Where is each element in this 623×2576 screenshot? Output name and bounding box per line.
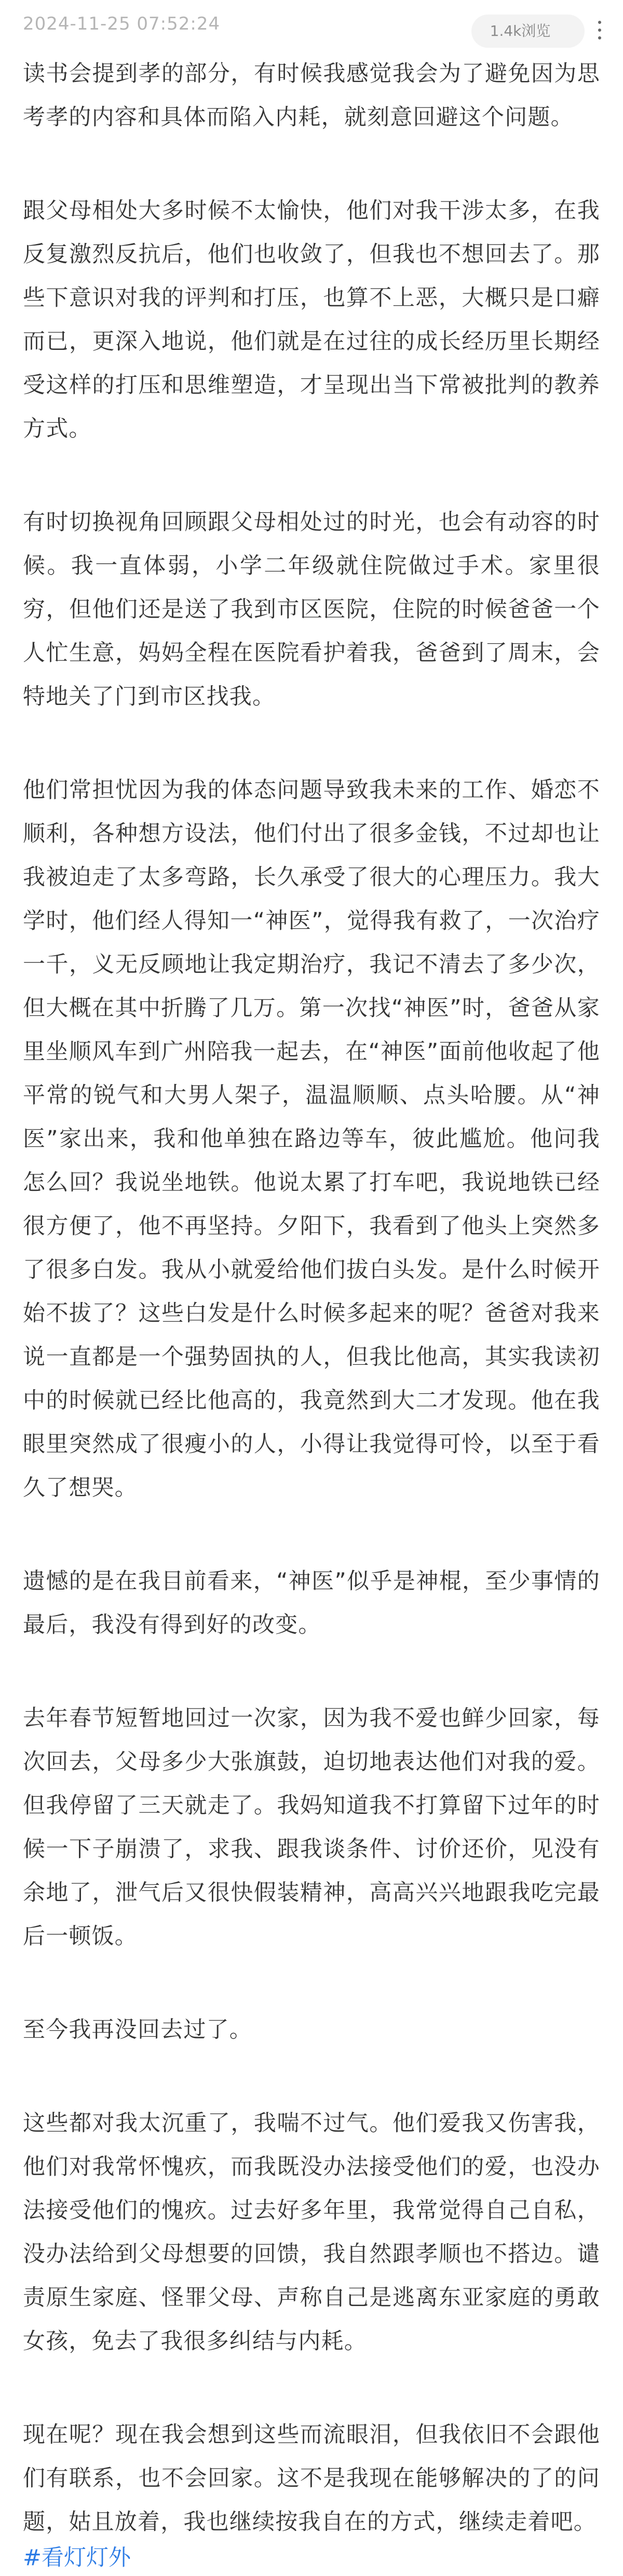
view-count-badge: 1.4k浏览 — [471, 15, 585, 48]
paragraph: 现在呢？现在我会想到这些而流眼泪，但我依旧不会跟他们有联系，也不会回家。这不是我现在能够解决的了的问题，姑且放着，我也继续按我自在的方式，继续走着吧。 — [23, 2422, 600, 2535]
post-header — [0, 0, 623, 52]
paragraph: 遗憾的是在我目前看来，“神医”似乎是神棍，至少事情的最后，我没有得到好的改变。 — [23, 1568, 600, 1638]
article-body — [0, 52, 623, 2544]
hashtag-link[interactable]: #看灯灯外 — [23, 2545, 131, 2571]
paragraph: 他们常担忧因为我的体态问题导致我未来的工作、婚恋不顺利，各种想方设法，他们付出了很多金钱，不过却也让我被迫走了太多弯路，长久承受了很大的心理压力。我大学时，他们经人得知一“神医”，觉得我有救了，一次治疗一千，义无反顾地让我定期治疗，我记不清去了多少次，但大概在其中折腾了几万。第一次找“神医”时，爸爸从家里坐顺风车到广州陪我一起去，在“神医”面前他收起了他平常的锐气和大男人架子，温温顺顺、点头哈腰。从“神医”家出来，我和他单独在路边等车，彼此尴尬。他问我怎么回？我说坐地铁。他说太累了打车吧，我说地铁已经很方便了，他不再坚持。夕阳下，我看到了他头上突然多了很多白发。我从小就爱给他们拔白头发。是什么时候开始不拔了？这些白发是什么时候多起来的呢？爸爸对我来说一直都是一个强势固执的人，但我比他高，其实我读初中的时候就已经比他高的，我竟然到大二才发现。他在我眼里突然成了很瘦小的人，小得让我觉得可怜，以至于看久了想哭。 — [23, 777, 600, 1501]
paragraph: 有时切换视角回顾跟父母相处过的时光，也会有动容的时候。我一直体弱，小学二年级就住院做过手术。家里很穷，但他们还是送了我到市区医院，住院的时候爸爸一个人忙生意，妈妈全程在医院看护着我，爸爸到了周末，会特地关了门到市区找我。 — [23, 509, 600, 710]
paragraph: 读书会提到孝的部分，有时候我感觉我会为了避免因为思考孝的内容和具体而陷入内耗，就刻意回避这个问题。 — [23, 61, 600, 130]
paragraph: 去年春节短暂地回过一次家，因为我不爱也鲜少回家，每次回去，父母多少大张旗鼓，迫切地表达他们对我的爱。但我停留了三天就走了。我妈知道我不打算留下过年的时候一下子崩溃了，求我、跟我谈条件、讨价还价，见没有余地了，泄气后又很快假装精神，高高兴兴地跟我吃完最后一顿饭。 — [23, 1705, 600, 1949]
paragraph: 跟父母相处大多时候不太愉快，他们对我干涉太多，在我反复激烈反抗后，他们也收敛了，但我也不想回去了。那些下意识对我的评判和打压，也算不上恶，大概只是口癖而已，更深入地说，他们就是在过往的成长经历里长期经受这样的打压和思维塑造，才呈现出当下常被批判的教养方式。 — [23, 198, 600, 442]
paragraph: 这些都对我太沉重了，我喘不过气。他们爱我又伤害我，他们对我常怀愧疚，而我既没办法接受他们的爱，也没办法接受他们的愧疚。过去好多年里，我常觉得自己自私，没办法给到父母想要的回馈，我自然跟孝顺也不搭边。谴责原生家庭、怪罪父母、声称自己是逃离东亚家庭的勇敢女孩，免去了我很多纠结与内耗。 — [23, 2110, 600, 2354]
post-timestamp: 2024-11-25 07:52:24 — [23, 13, 221, 34]
paragraph: 至今我再没回去过了。 — [23, 2017, 252, 2043]
vertical-ellipsis-icon[interactable] — [597, 21, 602, 44]
